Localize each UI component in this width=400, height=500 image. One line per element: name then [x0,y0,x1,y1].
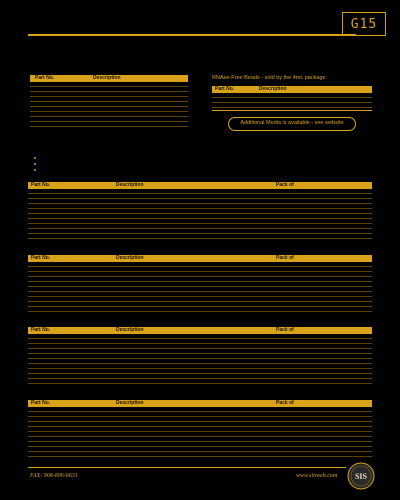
side-section-title: RNAse-Free Beads - sold by the 4mL package [212,75,326,81]
product-table [28,327,372,384]
table-row [30,122,188,127]
fax-number: FAX: 908-806-6631 [30,473,78,479]
header-pack-of: Pack of [276,400,294,406]
product-table-header [28,327,372,334]
side-table [212,86,372,108]
header-description: Description [116,327,144,333]
product-table [28,255,372,312]
header-part-no: Part No. [31,182,51,188]
header-part-no: Part No. [31,400,51,406]
product-table-body [28,334,372,384]
table-row [28,307,372,312]
small-table-header [30,75,188,82]
svg-text:SIS: SIS [354,472,368,481]
website-link[interactable]: www.sinweb.com [296,473,338,479]
header-part-no: Part No. [31,327,51,333]
bullet [34,169,36,171]
bullet-list [34,157,36,175]
product-table-header [28,255,372,262]
table-row [28,234,372,239]
table-row [28,379,372,384]
product-table-body [28,189,372,239]
product-table [28,182,372,239]
product-table-body [28,262,372,312]
product-table-body [28,407,372,457]
bullet [34,163,36,165]
side-table-body [212,93,372,108]
header-pack-of: Pack of [276,182,294,188]
product-table-header [28,400,372,407]
product-table-header [28,182,372,189]
header-description: Description [93,75,121,81]
header-part-no: Part No. [35,75,55,81]
bullet [34,157,36,159]
header-part-no: Part No. [215,86,235,92]
table-row [28,452,372,457]
header-pack-of: Pack of [276,255,294,261]
header-description: Description [116,400,144,406]
top-rule [28,34,356,36]
side-divider [212,110,372,111]
small-table-body [30,82,188,127]
product-table [28,400,372,457]
sis-logo-icon [347,462,375,490]
additional-media-button[interactable]: Additional Media is available - see website [228,117,356,131]
footer-rule [28,467,346,468]
page-code: G15 [342,12,386,36]
header-pack-of: Pack of [276,327,294,333]
header-description: Description [116,255,144,261]
table-row [212,103,372,108]
side-table-header [212,86,372,93]
header-description: Description [259,86,287,92]
header-description: Description [116,182,144,188]
small-table [30,75,188,127]
header-part-no: Part No. [31,255,51,261]
